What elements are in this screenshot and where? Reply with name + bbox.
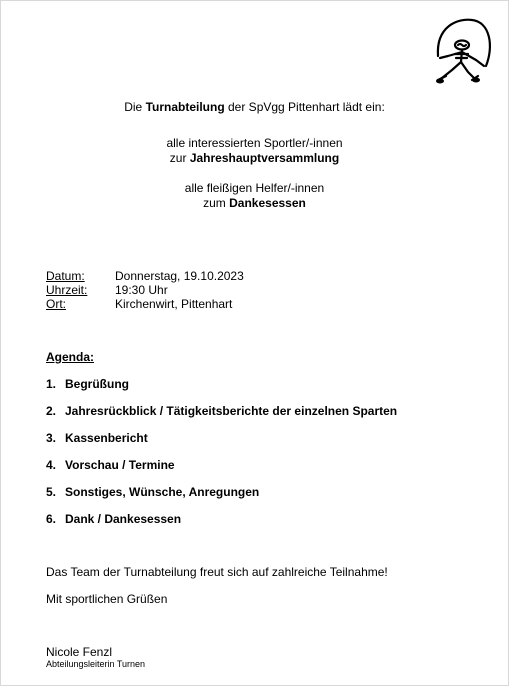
agenda-text: Dank / Dankesessen xyxy=(65,512,182,526)
agenda-text: Sonstiges, Wünsche, Anregungen xyxy=(65,485,260,499)
dinner-title: Dankesessen xyxy=(229,196,306,210)
dinner-prefix: zum xyxy=(203,196,230,210)
agenda-text: Begrüßung xyxy=(65,377,129,391)
signer-name: Nicole Fenzl xyxy=(46,645,113,659)
agenda-item xyxy=(46,431,397,458)
agenda-item xyxy=(46,377,397,404)
agenda-item xyxy=(46,485,397,512)
agenda-number: 2. xyxy=(46,404,57,418)
agenda-text: Jahresrückblick / Tätigkeitsberichte der einzelnen Sparten xyxy=(65,404,398,418)
detail-row-place xyxy=(46,297,244,311)
event-details xyxy=(46,269,244,311)
dinner-line xyxy=(0,196,509,211)
agenda-text: Vorschau / Termine xyxy=(65,458,175,472)
assembly-title: Jahreshauptversammlung xyxy=(189,151,340,165)
detail-row-time xyxy=(46,283,244,297)
closing-greeting: Mit sportlichen Grüßen xyxy=(46,592,168,606)
detail-label: Datum: xyxy=(46,269,85,283)
agenda-item xyxy=(46,458,397,485)
jump-rope-figure-icon xyxy=(428,16,498,90)
agenda-title: Agenda: xyxy=(46,350,94,364)
detail-label: Uhrzeit: xyxy=(46,283,88,297)
agenda-text: Kassenbericht xyxy=(65,431,148,445)
assembly-line xyxy=(0,151,509,166)
detail-value: 19:30 Uhr xyxy=(115,283,168,297)
detail-value: Donnerstag, 19.10.2023 xyxy=(115,269,244,283)
agenda-number: 4. xyxy=(46,458,57,472)
intro-prefix: Die xyxy=(124,100,146,114)
invitation-assembly xyxy=(0,136,509,166)
intro-department: Turnabteilung xyxy=(145,100,225,114)
detail-label: Ort: xyxy=(46,297,66,311)
invitation-dinner xyxy=(0,181,509,211)
agenda-number: 5. xyxy=(46,485,57,499)
detail-value: Kirchenwirt, Pittenhart xyxy=(115,297,233,311)
closing-message: Das Team der Turnabteilung freut sich auf zahlreiche Teilnahme! xyxy=(46,565,388,579)
agenda-item xyxy=(46,512,397,539)
invitation-intro xyxy=(0,100,509,115)
dinner-audience: alle fleißigen Helfer/-innen xyxy=(184,181,325,195)
agenda-number: 1. xyxy=(46,377,57,391)
agenda-number: 6. xyxy=(46,512,57,526)
assembly-audience: alle interessierten Sportler/-innen xyxy=(166,136,343,150)
assembly-prefix: zur xyxy=(169,151,190,165)
agenda-list xyxy=(46,377,397,539)
detail-row-date xyxy=(46,269,244,283)
intro-suffix: der SpVgg Pittenhart lädt ein: xyxy=(224,100,385,114)
agenda-item xyxy=(46,404,397,431)
agenda-number: 3. xyxy=(46,431,57,445)
signer-role: Abteilungsleiterin Turnen xyxy=(46,659,146,669)
